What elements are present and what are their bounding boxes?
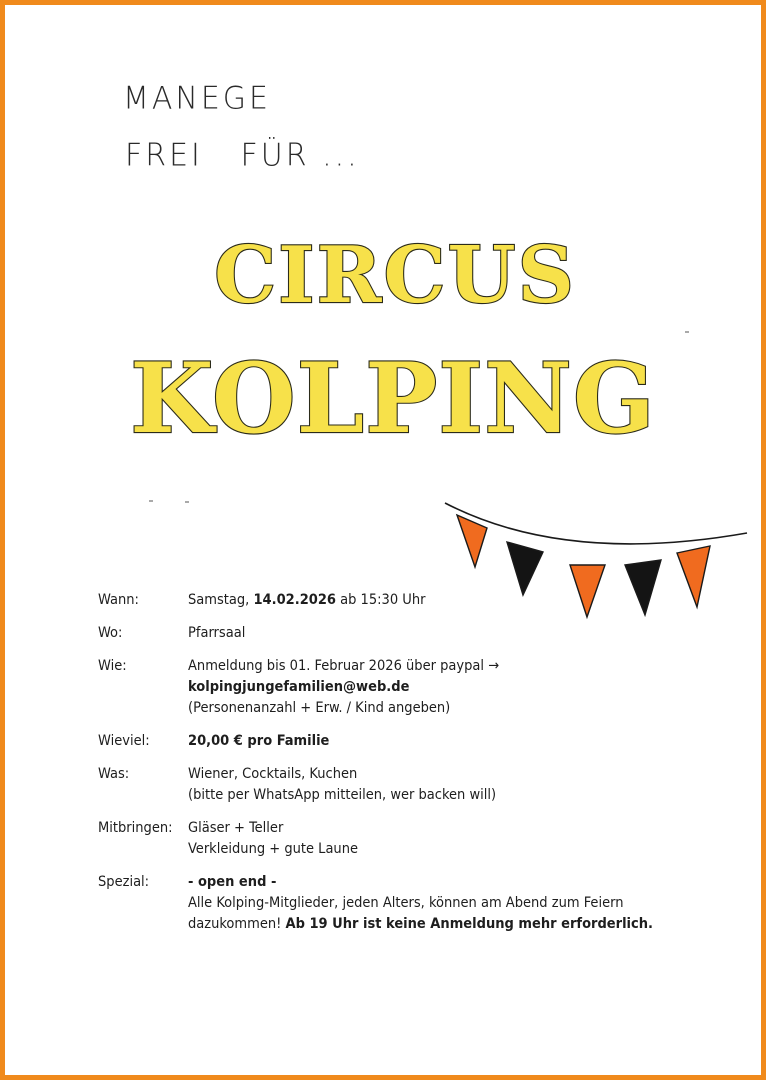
speck [685, 331, 689, 333]
circus-kolping-title [130, 220, 656, 470]
value-wie [188, 656, 698, 719]
detail-row-wieviel [98, 731, 698, 752]
wann-suffix: ab 15:30 Uhr [336, 592, 426, 608]
detail-row-wo [98, 623, 698, 644]
title-circus: CIRCUS [214, 230, 576, 321]
event-details [98, 590, 698, 947]
value-mitbringen [188, 818, 698, 860]
header-line-manege: MANEGE [123, 80, 272, 117]
detail-row-mitbringen [98, 818, 698, 860]
speck [149, 500, 153, 502]
speck [185, 501, 189, 503]
value-wo [188, 623, 698, 644]
was-line1: Wiener, Cocktails, Kuchen [188, 766, 358, 782]
detail-row-wie [98, 656, 698, 719]
bunting-string [445, 503, 747, 544]
detail-row-was [98, 764, 698, 806]
value-was [188, 764, 698, 806]
wie-line1: Anmeldung bis 01. Februar 2026 über paypal → [188, 658, 500, 674]
spezial-line3-normal: dazukommen! [188, 916, 286, 932]
value-wann [188, 590, 698, 611]
label-spezial: Spezial: [98, 874, 150, 890]
title-kolping: KOLPING [130, 342, 656, 455]
mitbringen-line2: Verkleidung + gute Laune [188, 841, 358, 857]
wo-text: Pfarrsaal [188, 625, 246, 641]
label-wieviel: Wieviel: [98, 733, 150, 749]
detail-row-spezial [98, 872, 698, 935]
label-wann: Wann: [98, 592, 139, 608]
label-wo: Wo: [98, 625, 123, 641]
bunting-flag-1 [457, 515, 487, 567]
value-spezial [188, 872, 698, 935]
header-line-frei-fuer: FREI FÜR ... [125, 137, 360, 174]
spezial-line2: Alle Kolping-Mitglieder, jeden Alters, können am Abend zum Feiern [188, 895, 624, 911]
value-wieviel [188, 731, 698, 752]
label-wie: Wie: [98, 658, 127, 674]
spezial-open-end: - open end - [188, 874, 277, 890]
wie-email: kolpingjungefamilien@web.de [188, 679, 410, 695]
wie-line3: (Personenanzahl + Erw. / Kind angeben) [188, 700, 451, 716]
spezial-line3-bold: Ab 19 Uhr ist keine Anmeldung mehr erforderlich. [285, 916, 653, 932]
wieviel-price: 20,00 € pro Familie [188, 733, 330, 749]
detail-row-wann [98, 590, 698, 611]
mitbringen-line1: Gläser + Teller [188, 820, 284, 836]
was-line2: (bitte per WhatsApp mitteilen, wer backen will) [188, 787, 497, 803]
label-was: Was: [98, 766, 130, 782]
wann-prefix: Samstag, [188, 592, 254, 608]
label-mitbringen: Mitbringen: [98, 820, 173, 836]
wann-date: 14.02.2026 [253, 592, 336, 608]
bunting-flag-2 [507, 542, 543, 595]
